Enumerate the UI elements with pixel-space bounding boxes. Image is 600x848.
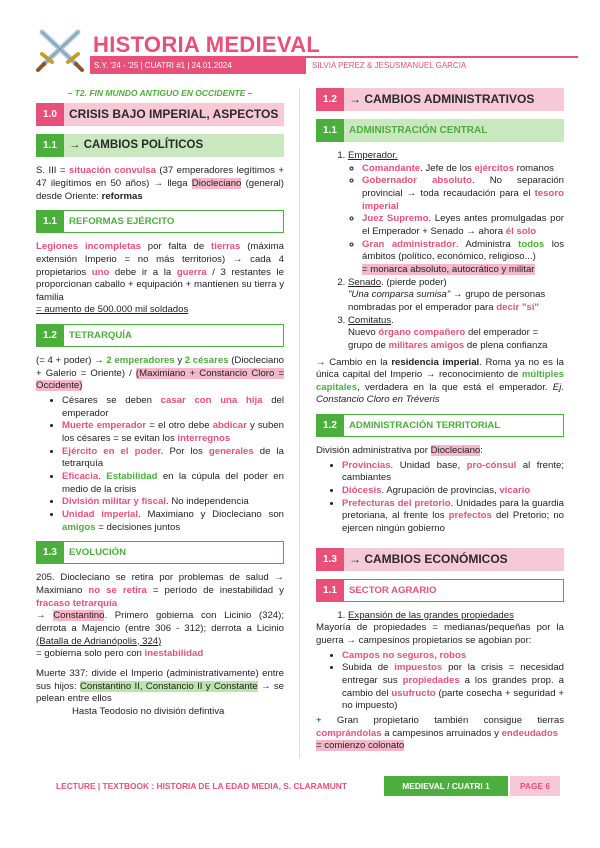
list-item: ◦ Gran administrador. Administra todos los ámbitos (político, económico, religioso...) = monarca absoluto, autocrático y militar (362, 239, 564, 277)
section-cambios-politicos-header: 1.1 → CAMBIOS POLÍTICOS (36, 134, 284, 157)
list-item: • Prefecturas del pretorio. Unidades para la guardia pretoriana, al frente los prefectos del Pretorio; no ejercen ningún gobierno (342, 498, 564, 536)
left-column (36, 88, 284, 726)
right-column (316, 88, 564, 760)
list-item: • Unidad imperial. Maximiano y Diocleciano son amigos = decisiones juntos (62, 509, 284, 534)
agrario-list (316, 610, 564, 623)
subsection-admin-central-header: 1.1 ADMINISTRACIÓN CENTRAL (316, 119, 564, 142)
page-header (0, 0, 600, 80)
subsection-reformas-header: 1.1 REFORMAS EJÉRCITO (36, 210, 284, 233)
paragraph-muerte: Muerte 337: divide el Imperio (administrativamente) entre sus hijos: Constantino II, Constancio II y Constante → se pelean entre ellos Hasta Teodosio no división defintiva (36, 667, 284, 717)
list-item: • Ejército en el poder. Por los generales de la tetrarquía (62, 446, 284, 471)
section-cambios-administrativos-header: 1.2 → CAMBIOS ADMINISTRATIVOS (316, 88, 564, 111)
section-cambios-economicos-header: 1.3 → CAMBIOS ECONÓMICOS (316, 548, 564, 571)
section-1-0-header: 1.0 CRISIS BAJO IMPERIAL, ASPECTOS (36, 103, 284, 126)
tetrarquia-list (36, 395, 284, 534)
list-item: 1. Expansión de las grandes propiedades (348, 610, 564, 623)
page-title: HISTORIA MEDIEVAL (93, 32, 321, 57)
list-item: ◦ Gobernador absoluto. No separación provincial → toda recaudación para el tesoro imperial (362, 175, 564, 213)
authors: SILVIA PEREZ & JESUSMANUEL GARCIA (312, 61, 467, 70)
page-number: PAGE 6 (510, 776, 560, 796)
crossed-swords-icon (34, 28, 86, 72)
list-item-comitatus: 3. Comitatus. Nuevo órgano compañero del emperador = grupo de militares amigos de plena confianza (348, 315, 564, 353)
list-item: • Provincias. Unidad base, pro-cónsul al frente; cambiantes (342, 460, 564, 485)
subsection-sector-agrario-header: 1.1 SECTOR AGRARIO (316, 579, 564, 602)
subtitle-bar (90, 56, 578, 74)
list-item: • Diócesis. Agrupación de provincias, vicario (342, 485, 564, 498)
list-item: ◦ Juez Supremo. Leyes antes promulgadas por el Emperador + Senado → ahora él solo (362, 213, 564, 238)
list-item: • Césares se deben casar con una hija del emperador (62, 395, 284, 420)
footer-course: MEDIEVAL / CUATRI 1 (384, 776, 508, 796)
paragraph-residencia: → Cambio en la residencia imperial. Roma ya no es la única capital del Imperio → reconocimiento de múltiples capitales, verdadera en la que está el emperador. Ej. Constancio Cloro en Tréveris (316, 356, 565, 406)
list-item: • División militar y fiscal. No independencia (62, 496, 284, 509)
paragraph-reformas: Legiones incompletas por falta de tierras (máxima extensión Imperio = no más territorios) → cada 4 propietarios uno debe ir a la guerra / 3 restantes le proporcionan caballo + equipación + mantienen su tierra y familia = aumento de 500.000 mil soldados (36, 241, 285, 316)
list-item: • Muerte emperador = el otro debe abdicar y suben los césares = se evitan los interregnos (62, 420, 284, 445)
list-item: • Campos no seguros, robos (342, 650, 564, 663)
paragraph-intro: S. III = situación convulsa (37 emperadores legítimos + 47 ilegítimos en 50 años) → llega Diocleciano (general) desde Oriente: reformas (36, 165, 284, 202)
list-item-senado: 2. Senado. (pierde poder) "Una comparsa sumisa" → grupo de personas nombradas por el emperador para decir "sí" (348, 277, 564, 315)
agobio-list (316, 650, 564, 713)
list-item: • Eficacia. Estabilidad en la cúpula del poder en medio de la crisis (62, 471, 284, 496)
list-item: • Subida de impuestos por la crisis = necesidad entregar sus propiedades a los grandes prop. a cambio del usufructo (parte cosecha + seguridad + no impuesto) (342, 662, 564, 713)
paragraph-evolucion: 205. Diocleciano se retira por problemas de salud → Maximiano no se retira = período de inestabilidad y fracaso tetrarquía → Constantino. Primero gobierna con Licinio (324); derrota a Majencio (entre 306 - 312); derrota a Licinio (Batalla de Adrianópolis, 324) = gobierna solo pero con inestabilidad (36, 572, 284, 660)
paragraph-colonato: + Gran propietario también consigue tierras comprándolas a campesinos arruinados y endeudados = comienzo colonato (316, 714, 564, 752)
lecture-title: – T2. FIN MUNDO ANTIGUO EN OCCIDENTE – (67, 88, 253, 98)
subsection-admin-territorial-header: 1.2 ADMINISTRACIÓN TERRITORIAL (316, 414, 564, 437)
paragraph-division: División administrativa por Diocleciano: (316, 445, 483, 457)
list-item: ◦ Comandante. Jefe de los ejércitos romanos (362, 163, 564, 176)
page-footer (0, 776, 600, 796)
subsection-evolucion-header: 1.3 EVOLUCIÓN (36, 541, 284, 564)
subsection-tetrarquia-header: 1.2 TETRARQUÍA (36, 324, 284, 347)
admin-central-list (316, 150, 564, 353)
paragraph-propiedades: Mayoría de propiedades = medianas/pequeñas por la guerra → campesinos propietarios se agobian por: (316, 622, 564, 647)
list-item-emperador: 1. Emperador. ◦ Comandante. Jefe de los ejércitos romanos ◦ Gobernador absoluto. No separación provincial → toda recaudación para el tesoro imperial ◦ Juez Supremo. Leyes antes promulgadas por el Emperador + Senado → ahora él solo ◦ Gran administrador. Administra todos los ámbitos (político, económico, religioso...) = monarca absoluto, autocrático y militar (348, 150, 564, 277)
division-list (316, 460, 564, 536)
footer-source: LECTURE | TEXTBOOK : HISTORIA DE LA EDAD MEDIA, S. CLARAMUNT (56, 781, 347, 791)
course-info: S.Y. '24 - '25 | CUATRI #1 | 24.01.2024 (90, 58, 306, 74)
paragraph-tetrarquia: (= 4 + poder) → 2 emperadores y 2 césares (Diocleciano + Galerio = Oriente) / (Maximiano + Constancio Cloro = Occidente) (36, 355, 285, 392)
column-divider (299, 88, 300, 758)
